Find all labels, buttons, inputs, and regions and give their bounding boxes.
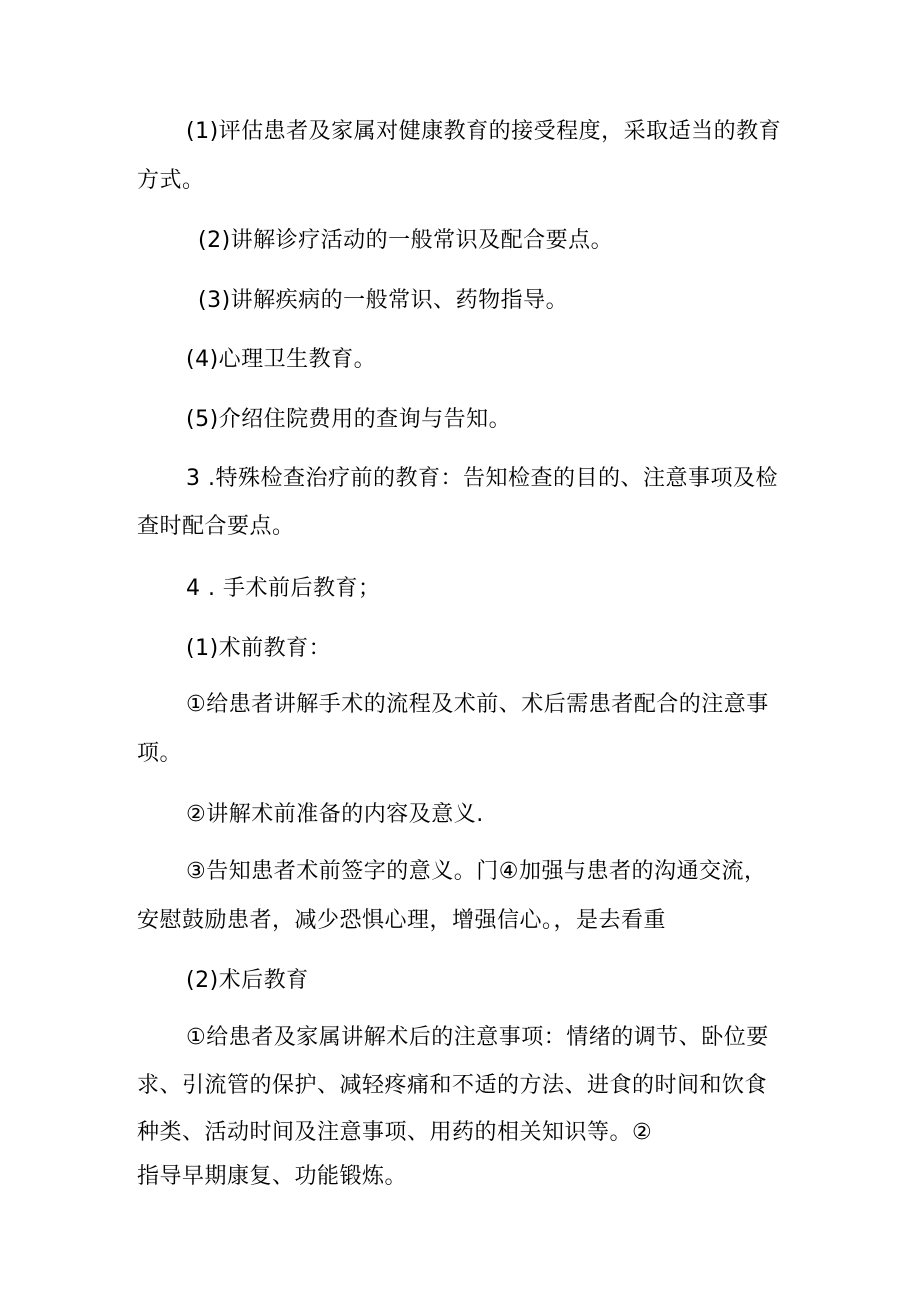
text-line: 安慰鼓励患者，减少恐惧心理，增强信心。，是去看重 xyxy=(137,908,667,933)
text-line: (1)评估患者及家属对健康教育的接受程度，采取适当的教育 xyxy=(186,119,782,144)
text-line: ③告知患者术前签字的意义。门④加强与患者的沟通交流， xyxy=(186,859,767,884)
text-line: 指导早期康复、功能锻炼。 xyxy=(137,1164,408,1189)
text-line: 3 .特殊检查治疗前的教育：告知检查的目的、注意事项及检 xyxy=(186,466,778,491)
text-line: ①给患者讲解手术的流程及术前、术后需患者配合的注意事 xyxy=(186,692,769,717)
text-line: (3)讲解疾病的一般常识、药物指导。 xyxy=(198,288,569,313)
text-line: (5)介绍住院费用的查询与告知。 xyxy=(186,407,512,432)
text-line: 求、引流管的保护、减轻疼痛和不适的方法、进食的时间和饮食 xyxy=(137,1073,768,1098)
text-line: (2)术后教育 xyxy=(186,968,309,993)
text-line: 种类、活动时间及注意事项、用药的相关知识等。② xyxy=(137,1120,653,1145)
text-line: (2)讲解诊疗活动的一般常识及配合要点。 xyxy=(198,228,614,253)
text-line: (4)心理卫生教育。 xyxy=(186,347,377,372)
text-line: (1)术前教育： xyxy=(186,636,332,661)
text-line: 方式。 xyxy=(137,168,205,193)
text-line: ②讲解术前准备的内容及意义. xyxy=(186,802,484,827)
text-line: 4 . 手术前后教育； xyxy=(186,576,381,601)
text-line: 查时配合要点。 xyxy=(137,514,295,539)
text-line: 项。 xyxy=(137,741,183,766)
text-line: ①给患者及家属讲解术后的注意事项：情绪的调节、卧位要 xyxy=(186,1025,769,1050)
